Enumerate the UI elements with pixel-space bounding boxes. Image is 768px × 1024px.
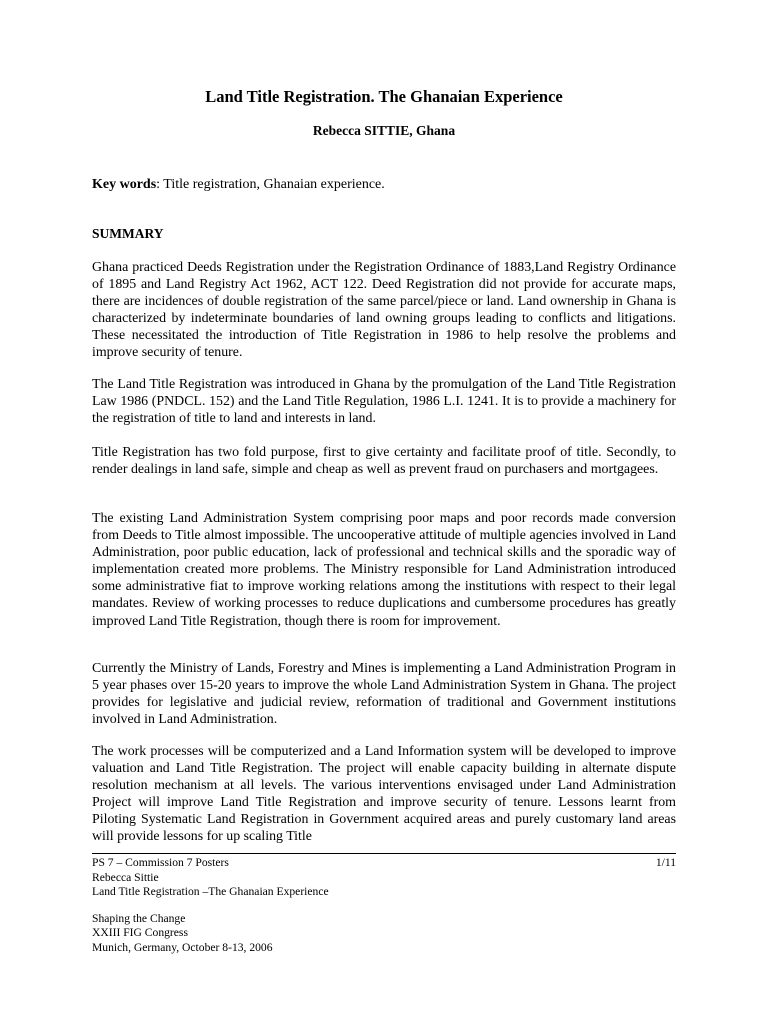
footer-session: PS 7 – Commission 7 Posters	[92, 856, 229, 869]
page-footer	[92, 856, 676, 956]
summary-paragraph-2: The Land Title Registration was introduced in Ghana by the promulgation of the Land Title Registration Law 1986 (PNDCL. 152) and the Land Title Regulation, 1986 L.I. 1241. It is to provide a machinery for the registration of title to land and interests in land.	[92, 377, 676, 427]
footer-congress: XXIII FIG Congress	[92, 926, 188, 940]
paper-author: Rebecca SITTIE, Ghana	[312, 123, 456, 138]
paper-title: Land Title Registration. The Ghanaian Experience	[205, 87, 563, 106]
keywords-text: : Title registration, Ghanaian experience.	[156, 177, 385, 192]
footer-conference-theme: Shaping the Change	[92, 911, 186, 925]
summary-paragraph-5: Currently the Ministry of Lands, Forestry and Mines is implementing a Land Administration Program in 5 year phases over 15-20 years to improve the whole Land Administration System in Ghana. The project provides for legislative and judicial review, reformation of traditional and Government institutions involved in Land Administration.	[92, 661, 676, 728]
summary-paragraph-1: Ghana practiced Deeds Registration under the Registration Ordinance of 1883,Land Registry Ordinance of 1895 and Land Registry Act 1962, ACT 122. Deed Registration did not provide for accurate maps, there are incidences of double registration of the same parcel/piece or land. Land ownership in Ghana is characterized by indeterminate boundaries of land owning groups leading to conflicts and litigations. These necessitated the introduction of Title Registration in 1986 to help resolve the problems and improve security of tenure.	[92, 260, 676, 361]
footer-author: Rebecca Sittie	[92, 870, 159, 884]
summary-paragraph-4: The existing Land Administration System comprising poor maps and poor records made conversion from Deeds to Title almost impossible. The uncooperative attitude of multiple agencies involved in Land Administration, poor public education, lack of professional and technical skills and the sporadic way of implementation created more problems. The Ministry responsible for Land Administration introduced some administrative fiat to improve working relations among the institutions with respect to their legal mandates. Review of working processes to reduce duplications and cumbersome procedures has greatly improved Land Title Registration, though there is room for improvement.	[92, 511, 676, 629]
footer-paper-title: Land Title Registration –The Ghanaian Experience	[92, 885, 329, 899]
summary-paragraph-3: Title Registration has two fold purpose, first to give certainty and facilitate proof of title. Secondly, to render dealings in land safe, simple and cheap as well as prevent fraud on purchasers and mortgagees.	[92, 445, 676, 478]
footer-location-date: Munich, Germany, October 8-13, 2006	[92, 940, 273, 954]
keywords-label: Key words	[92, 177, 157, 192]
footer-gap	[92, 900, 676, 912]
keywords	[92, 176, 676, 194]
summary-paragraph-6: The work processes will be computerized and a Land Information system will be developed to improve valuation and Land Title Registration. The project will enable capacity building in alternate dispute resolution mechanism at all levels. The various interventions envisaged under Land Administration Project will improve Land Title Registration and improve security of tenure. Lessons learnt from Piloting Systematic Land Registration in Government acquired areas and purely customary land areas will provide lessons for up scaling Title	[92, 744, 676, 845]
summary-heading: SUMMARY	[92, 226, 164, 241]
page-number: 1/11	[655, 856, 676, 869]
footer-divider	[92, 853, 676, 854]
